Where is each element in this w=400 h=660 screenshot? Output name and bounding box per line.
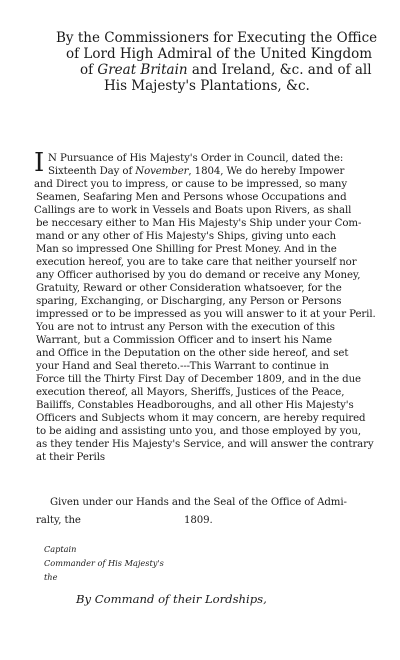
body-line: to be aiding and assisting unto you, and those employed by you, [36, 426, 362, 437]
body-line: Callings are to work in Vessels and Boats upon Rivers, as shall [34, 205, 352, 216]
heading-line-3-mid: and [187, 62, 222, 78]
body-line: Seamen, Seafaring Men and Persons whose Occupations and [36, 192, 347, 203]
body-line: and Direct you to impress, or cause to be impressed, so many [34, 179, 347, 190]
body-line: execution thereof, all Mayors, Sheriffs, Justices of the Peace, [36, 387, 345, 398]
heading-line-1: By the Commissioners for Executing the Office [56, 30, 378, 46]
body-line: Gratuity, Reward or other Consideration whatsoever, for the [36, 283, 342, 294]
body-line: Man so impressed One Shilling for Prest Money. And in the [36, 244, 337, 255]
body-line: any Officer authorised by you do demand or receive any Money, [36, 270, 361, 281]
heading-line-3-pre: of [80, 62, 98, 78]
heading-line-4: His Majesty's Plantations, &c. [104, 78, 310, 94]
body-line: be neccesary either to Man His Majesty's Ship under your Com- [36, 218, 362, 229]
body-line: at their Perils [36, 452, 105, 463]
body-line-part: Sixteenth Day of [48, 166, 133, 177]
body-line: N Pursuance of His Majesty's Order in Council, dated the: [48, 153, 344, 164]
body-line: as they tender His Majesty's Service, and will answer the contrary [36, 439, 374, 450]
heading-line-3-post: , &c. and of all [271, 62, 372, 78]
heading-great-britain: Great Britain [97, 62, 188, 78]
heading-line-2: of Lord High Admiral of the United Kingdom [66, 46, 373, 62]
signature-the: the [44, 572, 58, 582]
body-line: mand or any other of His Majesty's Ships, giving unto each [36, 231, 336, 242]
given-line-2-pre: ralty, the [36, 515, 81, 526]
heading-line-3 [80, 62, 372, 78]
signature-commander: Commander of His Majesty's [44, 558, 164, 568]
body-line: sparing, Exchanging, or Discharging, any Person or Persons [36, 296, 342, 307]
body-line: your Hand and Seal thereto.---This Warrant to continue in [36, 361, 329, 372]
body-line: You are not to intrust any Person with the execution of this [36, 322, 335, 333]
body-line: Force till the Thirty First Day of December 1809, and in the due [36, 374, 361, 385]
by-command-line: By Command of their Lordships, [76, 592, 267, 606]
given-line-1: Given under our Hands and the Seal of the Office of Admi- [50, 497, 347, 508]
drop-cap: I [34, 148, 45, 178]
date-month: November [135, 166, 189, 177]
body-line-part: , 1804, We do hereby Impower [188, 166, 345, 177]
body-line: execution hereof, you are to take care that neither yourself nor [36, 257, 357, 268]
body-line: Officers and Subjects whom it may concern, are hereby required [36, 413, 366, 424]
body-line: and Office in the Deputation on the other side hereof, and set [36, 348, 349, 359]
given-year: 1809. [184, 515, 213, 526]
heading-ireland: Ireland [221, 62, 272, 78]
signature-captain: Captain [44, 544, 77, 554]
body-line [48, 165, 344, 178]
body-line: Bailiffs, Constables Headboroughs, and all other His Majesty's [36, 400, 354, 411]
body-line: impressed or to be impressed as you will answer to it at your Peril. [36, 309, 376, 320]
body-line: Warrant, but a Commission Officer and to insert his Name [36, 335, 332, 346]
